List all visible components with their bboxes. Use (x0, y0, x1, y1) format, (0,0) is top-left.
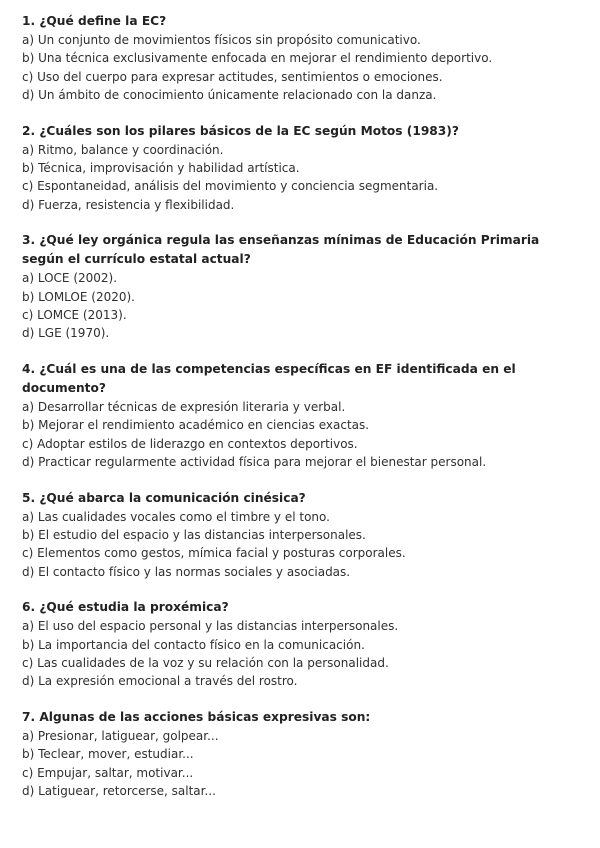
option-d: d) LGE (1970). (22, 326, 110, 341)
question-6 (22, 598, 578, 691)
option-a: a) Presionar, latiguear, golpear... (22, 728, 219, 743)
option-b: b) Técnica, improvisación y habilidad artística. (22, 161, 300, 176)
option-a: a) Ritmo, balance y coordinación. (22, 142, 224, 157)
option-a: a) Un conjunto de movimientos físicos sin propósito comunicativo. (22, 33, 421, 47)
option-d: d) Practicar regularmente actividad física para mejorar el bienestar personal. (22, 455, 487, 470)
option-b: b) Una técnica exclusivamente enfocada en mejorar el rendimiento deportivo. (22, 51, 493, 66)
option-a: a) El uso del espacio personal y las distancias interpersonales. (22, 619, 399, 634)
question-2 (22, 122, 578, 215)
question-title: 3. ¿Qué ley orgánica regula las enseñanzas mínimas de Educación Primaria según el currículo estatal actual? (22, 233, 540, 267)
question-title: 1. ¿Qué define la EC? (22, 14, 167, 28)
option-c: c) Adoptar estilos de liderazgo en contextos deportivos. (22, 436, 358, 451)
question-title: 5. ¿Qué abarca la comunicación cinésica? (22, 490, 306, 505)
option-b: b) El estudio del espacio y las distancias interpersonales. (22, 527, 366, 542)
question-7 (22, 708, 578, 801)
option-c: c) Uso del cuerpo para expresar actitudes, sentimientos o emociones. (22, 69, 443, 84)
option-a: a) Las cualidades vocales como el timbre y el tono. (22, 509, 330, 524)
question-title: 7. Algunas de las acciones básicas expresivas son: (22, 709, 371, 724)
option-c: c) Empujar, saltar, motivar... (22, 765, 194, 780)
option-b: b) La importancia del contacto físico en la comunicación. (22, 637, 365, 652)
question-title: 2. ¿Cuáles son los pilares básicos de la EC según Motos (1983)? (22, 123, 459, 138)
question-1 (22, 12, 578, 105)
question-3 (22, 231, 578, 343)
option-d: d) Fuerza, resistencia y flexibilidad. (22, 197, 235, 212)
option-b: b) LOMLOE (2020). (22, 289, 135, 304)
option-c: c) LOMCE (2013). (22, 308, 127, 323)
option-d: d) Un ámbito de conocimiento únicamente relacionado con la danza. (22, 88, 437, 103)
option-c: c) Espontaneidad, análisis del movimiento y conciencia segmentaria. (22, 179, 439, 194)
option-a: a) Desarrollar técnicas de expresión literaria y verbal. (22, 399, 346, 414)
option-a: a) LOCE (2002). (22, 271, 118, 286)
option-d: d) Latiguear, retorcerse, saltar... (22, 783, 216, 798)
option-b: b) Mejorar el rendimiento académico en ciencias exactas. (22, 418, 370, 433)
question-4 (22, 360, 578, 472)
option-b: b) Teclear, mover, estudiar... (22, 747, 194, 762)
option-c: c) Elementos como gestos, mímica facial y posturas corporales. (22, 546, 406, 561)
question-title: 6. ¿Qué estudia la proxémica? (22, 600, 229, 615)
option-c: c) Las cualidades de la voz y su relación con la personalidad. (22, 655, 389, 670)
question-title: 4. ¿Cuál es una de las competencias específicas en EF identificada en el documento? (22, 361, 516, 395)
question-5 (22, 489, 578, 582)
option-d: d) El contacto físico y las normas sociales y asociadas. (22, 564, 351, 579)
option-d: d) La expresión emocional a través del rostro. (22, 674, 298, 689)
